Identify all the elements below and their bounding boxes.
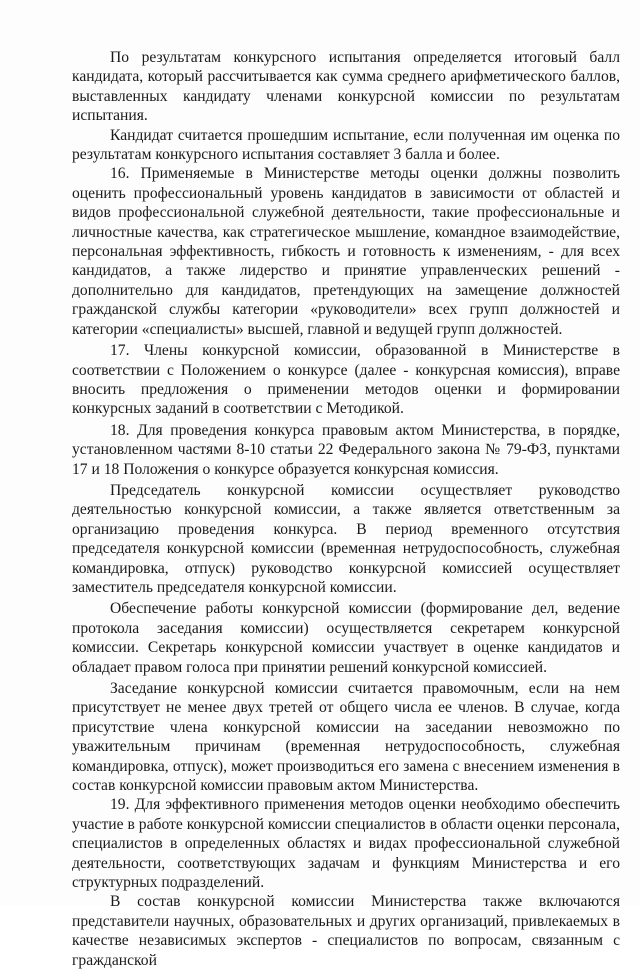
- paragraph-19-specialists: 19. Для эффективного применения методов оценки необходимо обеспечить участие в работе конкурсной комиссии специалистов в области оценки персонала, специалистов в определенных областях и видах профессиональной служебной деятельности, соответствующих задачам и функциям Министерства и его структурных подразделений.: [72, 796, 620, 892]
- paragraph-independent-experts: В состав конкурсной комиссии Министерства также включаются представители научных, образовательных и других организаций, привлекаемых в качестве независимых экспертов - специалистов по вопросам, связанным с гражданской: [72, 893, 620, 969]
- paragraph-quorum: Заседание конкурсной комиссии считается правомочным, если на нем присутствует не менее двух третей от общего числа ее членов. В случае, когда присутствие члена конкурсной комиссии на заседании невозможно по уважительным причинам (временная нетрудоспособность, служебная командировка, отпуск), может производиться его замена с внесением изменения в состав конкурсной комиссии правовым актом Министерства.: [72, 680, 620, 795]
- paragraph-secretary: Обеспечение работы конкурсной комиссии (формирование дел, ведение протокола заседания комиссии) осуществляется секретарем конкурсной комиссии. Секретарь конкурсной комиссии участвует в оценке кандидатов и обладает правом голоса при принятии решений конкурсной комиссией.: [72, 600, 620, 676]
- paragraph-chairman: Председатель конкурсной комиссии осуществляет руководство деятельностью конкурсной комиссии, а также является ответственным за организацию проведения конкурса. В период временного отсутствия председателя конкурсной комиссии (временная нетрудоспособность, служебная командировка, отпуск) руководство конкурсной комиссией осуществляет заместитель председателя конкурсной комиссии.: [72, 481, 620, 596]
- document-body: [72, 48, 620, 970]
- paragraph-17-members: 17. Члены конкурсной комиссии, образованной в Министерстве в соответствии с Положением о конкурсе (далее - конкурсная комиссия), вправе вносить предложения о применении методов оценки и формировании конкурсных заданий в соответствии с Методикой.: [72, 342, 620, 418]
- paragraph-passed-test: Кандидат считается прошедшим испытание, если полученная им оценка по результатам конкурсного испытания составляет 3 балла и более.: [72, 126, 620, 164]
- paragraph-final-score: По результатам конкурсного испытания определяется итоговый балл кандидата, который рассчитывается как сумма среднего арифметического баллов, выставленных кандидату членами конкурсной комиссии по результатам испытания.: [72, 49, 620, 125]
- paragraph-16-methods: 16. Применяемые в Министерстве методы оценки должны позволить оценить профессиональный уровень кандидатов в зависимости от областей и видов профессиональной служебной деятельности, такие профессиональные и личностные качества, как стратегическое мышление, командное взаимодействие, персональная эффективность, гибкость и готовность к изменениям, - для всех кандидатов, а также лидерство и принятие управленческих решений - дополнительно для кандидатов, претендующих на замещение должностей гражданской службы категории «руководители» всех групп должностей и категории «специалисты» высшей, главной и ведущей групп должностей.: [72, 165, 620, 338]
- paragraph-18-commission: 18. Для проведения конкурса правовым актом Министерства, в порядке, установленном частями 8-10 статьи 22 Федерального закона № 79-ФЗ, пунктами 17 и 18 Положения о конкурсе образуется конкурсная комиссия.: [72, 421, 620, 478]
